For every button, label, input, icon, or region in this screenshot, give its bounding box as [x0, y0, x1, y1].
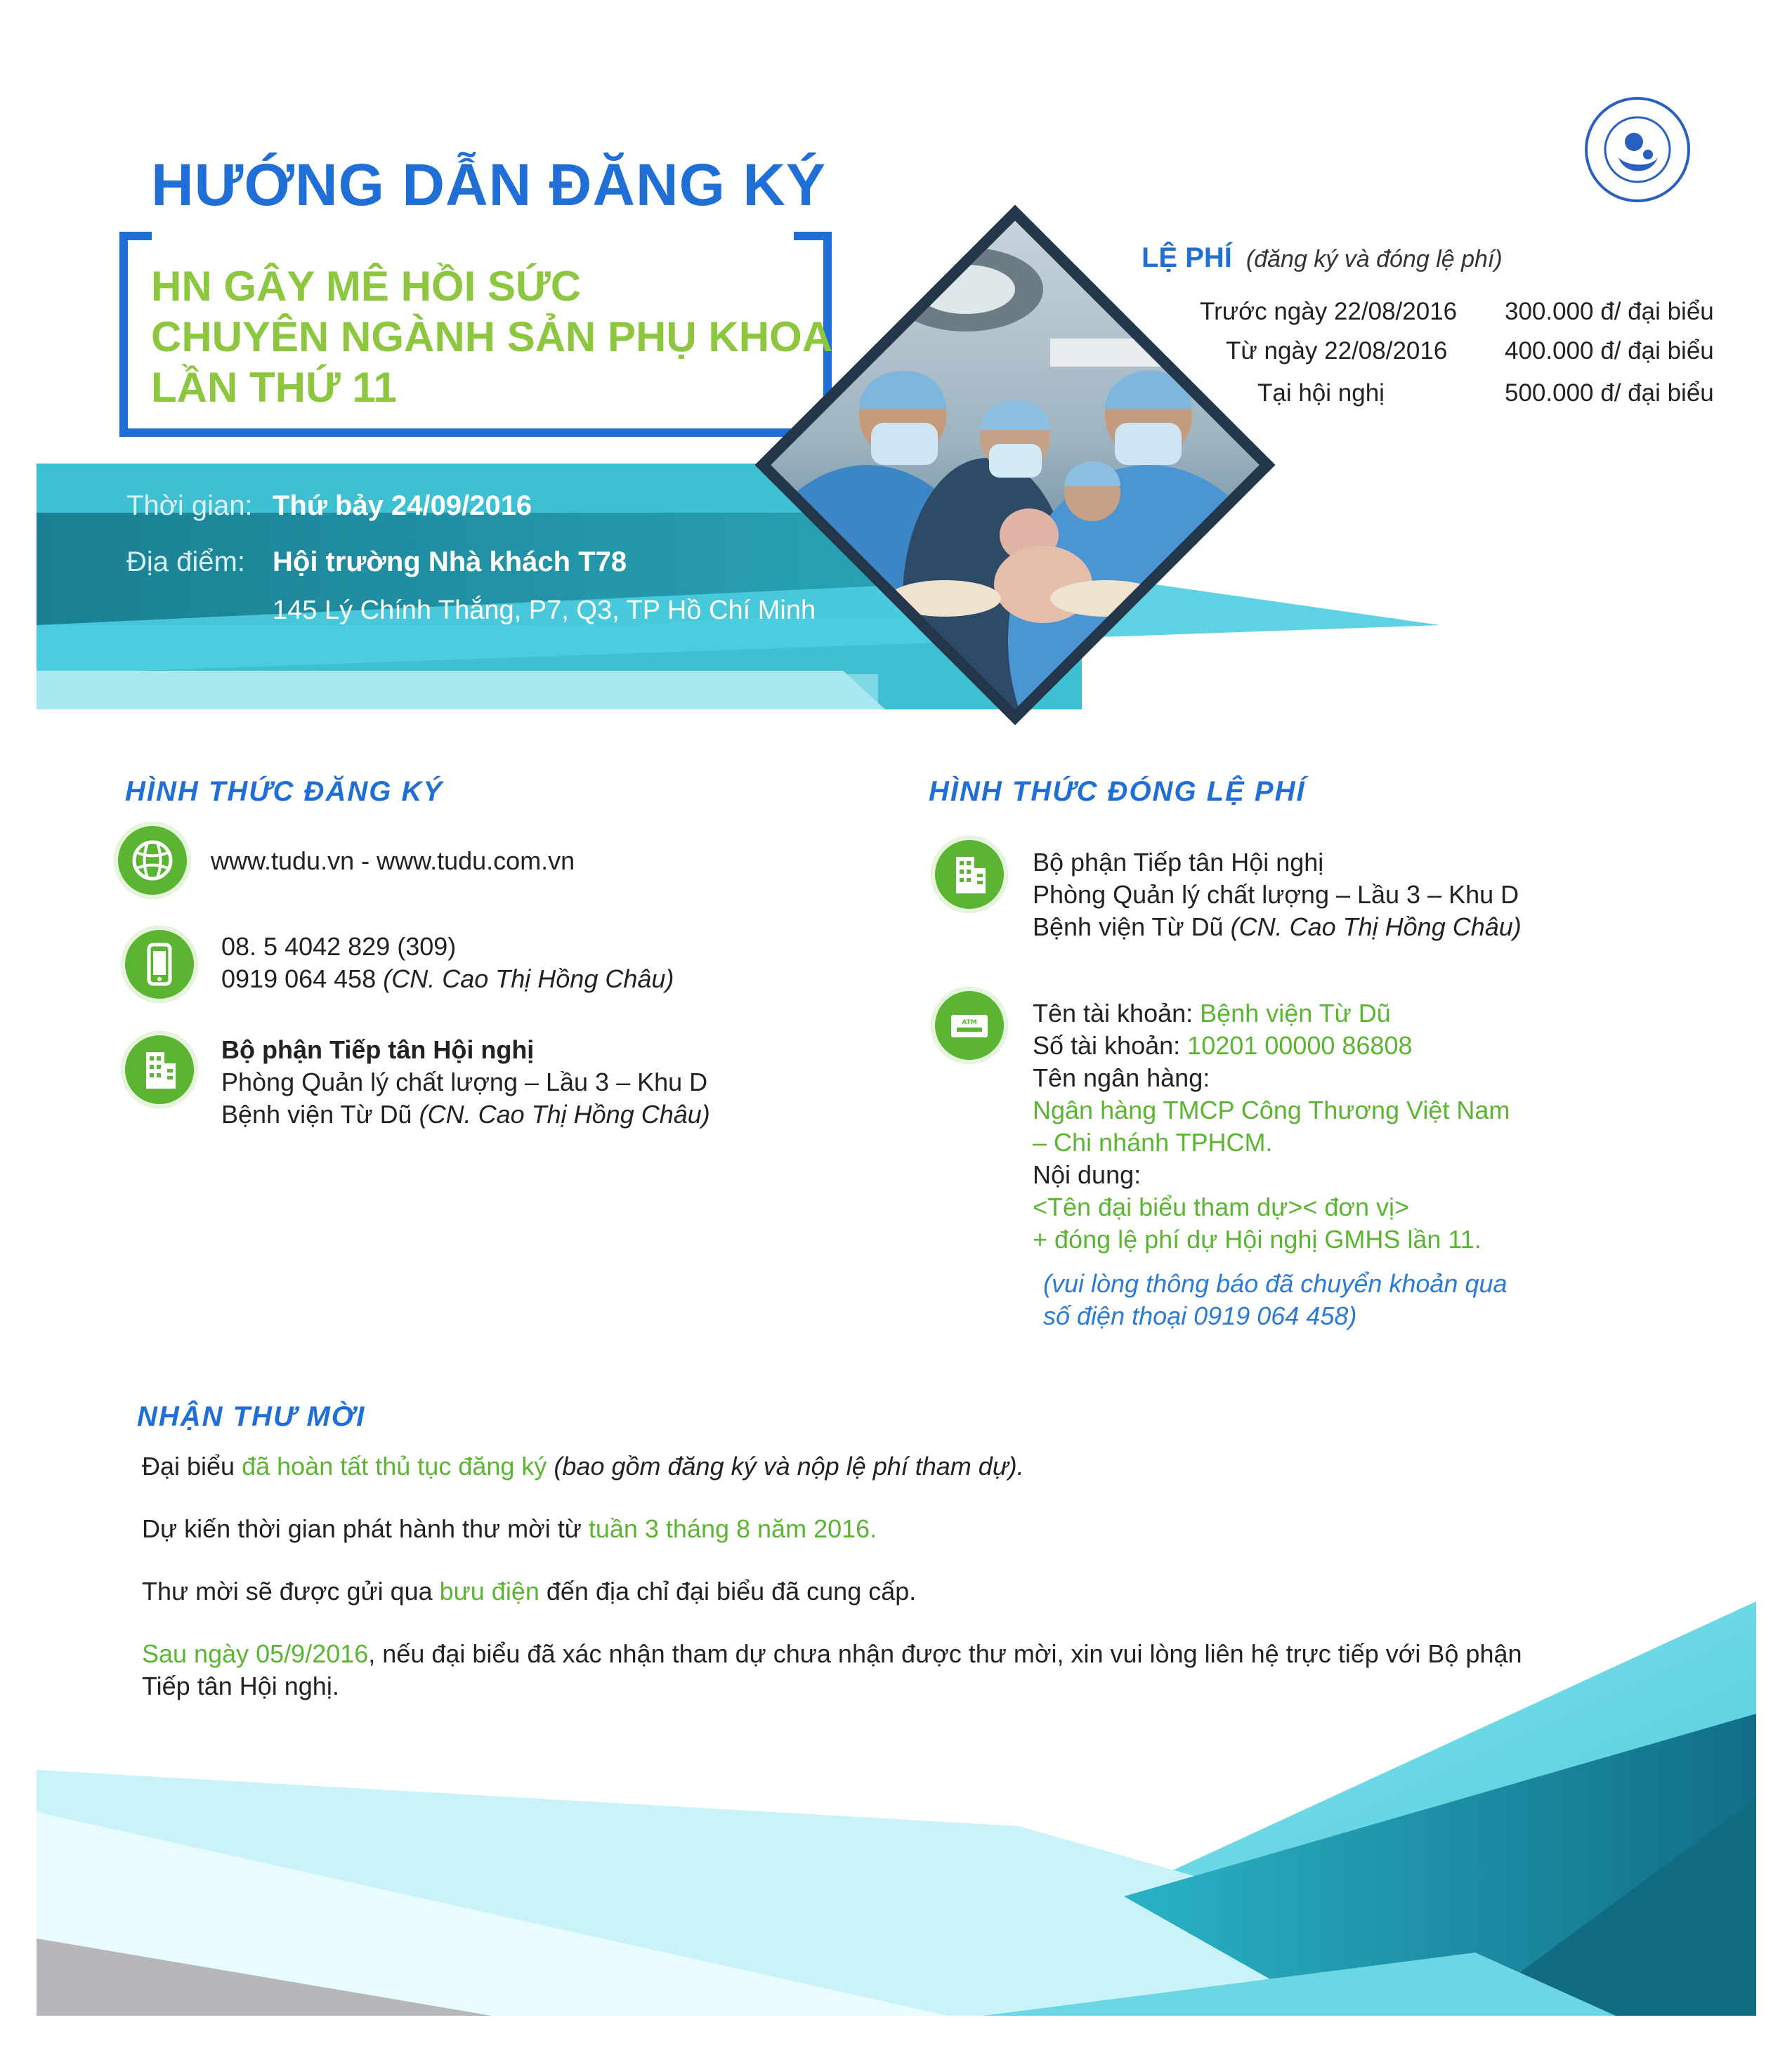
office-line3	[1033, 911, 1522, 943]
fee-row-when: Trước ngày 22/08/2016	[1200, 298, 1458, 325]
bank-branch: – Chi nhánh TPHCM.	[1033, 1128, 1273, 1157]
text: Dự kiến thời gian phát hành thư mời từ	[142, 1514, 589, 1543]
time-value: Thứ bảy 24/09/2016	[273, 490, 532, 521]
transfer-notice	[1043, 1268, 1507, 1332]
office-hospital: Bệnh viện Từ Dũ	[221, 1100, 412, 1129]
atm-label: ATM	[962, 1019, 977, 1026]
registration-website[interactable]: www.tudu.vn - www.tudu.com.vn	[211, 846, 575, 875]
fee-row-amount: 500.000 đ/ đại biểu	[1505, 379, 1714, 407]
fee-header	[1142, 242, 1503, 274]
building-icon	[931, 836, 1008, 913]
text: Đại biểu	[142, 1452, 242, 1481]
atm-card-icon	[931, 987, 1008, 1064]
fee-row-amount: 300.000 đ/ đại biểu	[1505, 298, 1714, 325]
invitation-paragraph	[142, 1575, 916, 1608]
payment-heading: HÌNH THỨC ĐÓNG LỆ PHÍ	[929, 776, 1306, 807]
invitation-paragraph	[142, 1450, 1024, 1483]
place-value: Hội trường Nhà khách T78	[273, 546, 627, 577]
content-line: <Tên đại biểu tham dự>< đơn vị>	[1033, 1193, 1410, 1221]
surgery-photo	[755, 205, 1275, 725]
notice-line: số điện thoại 0919 064 458)	[1043, 1301, 1357, 1330]
content-label: Nội dung:	[1033, 1160, 1142, 1189]
highlight: tuần 3 tháng 8 năm 2016.	[588, 1514, 877, 1543]
bank-details	[1033, 997, 1510, 1256]
time-label: Thời gian:	[126, 490, 253, 521]
account-no-label: Số tài khoản:	[1033, 1031, 1181, 1060]
title-frame-corner	[119, 232, 152, 240]
office-title: Bộ phận Tiếp tân Hội nghị	[1033, 848, 1324, 877]
invitation-heading: NHẬN THƯ MỜI	[137, 1401, 366, 1432]
hospital-logo	[1585, 97, 1690, 202]
invitation-paragraph	[142, 1513, 877, 1545]
fee-row-amount: 400.000 đ/ đại biểu	[1505, 337, 1714, 365]
text: (bao gồm đăng ký và nộp lệ phí tham dự).	[547, 1452, 1024, 1481]
fee-note: (đăng ký và đóng lệ phí)	[1245, 246, 1503, 273]
fee-title: LỆ PHÍ	[1142, 242, 1232, 273]
subtitle-line: CHUYÊN NGÀNH SẢN PHỤ KHOA	[151, 313, 833, 360]
content-line: + đóng lệ phí dự Hội nghị GMHS lần 11.	[1033, 1225, 1482, 1254]
highlight: Sau ngày 05/9/2016	[142, 1639, 369, 1668]
account-name-label: Tên tài khoản:	[1033, 999, 1193, 1028]
registration-office	[221, 1034, 710, 1131]
text: đến địa chỉ đại biểu đã cung cấp.	[539, 1577, 917, 1606]
mobile-phone-icon	[121, 926, 198, 1003]
notice-line: (vui lòng thông báo đã chuyển khoản qua	[1043, 1269, 1507, 1298]
text: , nếu đại biểu đã xác nhận tham dự chưa nhận được thư mời, xin vui lòng liên hệ trực tiếp với Bộ phận	[368, 1639, 1522, 1668]
building-icon	[121, 1031, 198, 1108]
office-note: (CN. Cao Thị Hồng Châu)	[1230, 912, 1522, 941]
registration-heading: HÌNH THỨC ĐĂNG KÝ	[125, 776, 444, 807]
registration-phone2-line	[221, 963, 674, 995]
fee-row-when: Tại hội nghị	[1257, 379, 1385, 407]
account-name: Bệnh viện Từ Dũ	[1200, 999, 1391, 1028]
page-title: HƯỚNG DẪN ĐĂNG KÝ	[151, 152, 827, 218]
bank-label: Tên ngân hàng:	[1033, 1063, 1210, 1092]
office-line: Phòng Quản lý chất lượng – Lầu 3 – Khu D	[1033, 880, 1519, 909]
office-note: (CN. Cao Thị Hồng Châu)	[419, 1100, 710, 1129]
globe-icon	[114, 822, 191, 899]
registration-phone2-note: (CN. Cao Thị Hồng Châu)	[383, 964, 674, 993]
subtitle-line: HN GÂY MÊ HỒI SỨC	[151, 263, 582, 310]
office-title: Bộ phận Tiếp tân Hội nghị	[221, 1035, 535, 1064]
text: Thư mời sẽ được gửi qua	[142, 1577, 440, 1606]
event-subtitle	[151, 261, 832, 413]
paragraph-line: Tiếp tân Hội nghị.	[142, 1672, 339, 1700]
subtitle-line: LẦN THỨ 11	[151, 364, 397, 411]
highlight: bưu điện	[439, 1577, 539, 1606]
paragraph-line	[142, 1638, 1522, 1670]
office-hospital: Bệnh viện Từ Dũ	[1033, 912, 1224, 941]
office-line3	[221, 1098, 710, 1131]
registration-phone2: 0919 064 458	[221, 964, 377, 993]
logo-icon	[1588, 100, 1687, 199]
account-no: 10201 00000 86808	[1187, 1031, 1413, 1060]
registration-phone1: 08. 5 4042 829 (309)	[221, 932, 457, 961]
account-no-row	[1033, 1030, 1510, 1062]
place-address: 145 Lý Chính Thắng, P7, Q3, TP Hồ Chí Minh	[273, 596, 816, 625]
fee-row-when: Từ ngày 22/08/2016	[1226, 337, 1448, 365]
highlight: đã hoàn tất thủ tục đăng ký	[242, 1452, 547, 1481]
photo-image	[755, 205, 1275, 725]
payment-office	[1033, 846, 1522, 943]
account-name-row	[1033, 997, 1510, 1030]
invitation-paragraph	[142, 1638, 1522, 1703]
bank-name: Ngân hàng TMCP Công Thương Việt Nam	[1033, 1096, 1510, 1124]
office-line: Phòng Quản lý chất lượng – Lầu 3 – Khu D	[221, 1068, 708, 1096]
place-label: Địa điểm:	[126, 546, 245, 577]
